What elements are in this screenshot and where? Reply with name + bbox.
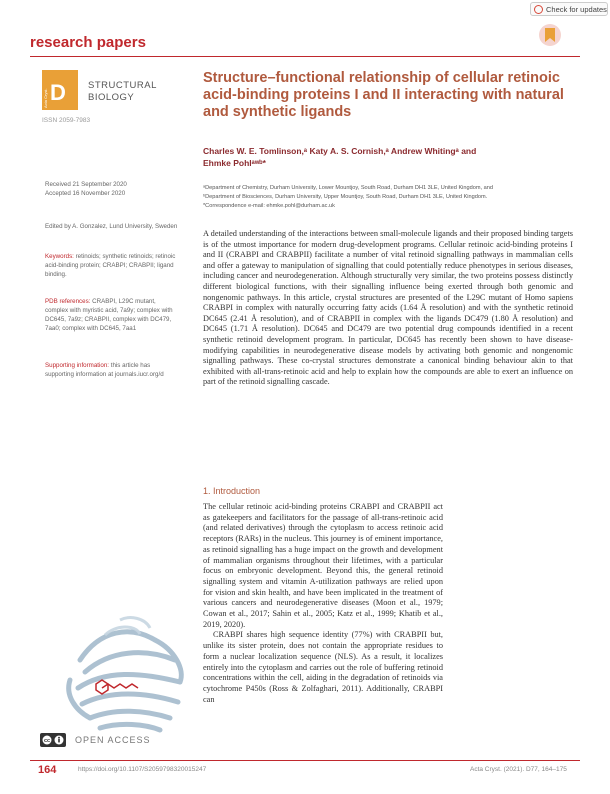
affiliations bbox=[203, 184, 583, 211]
journal-name-line2: BIOLOGY bbox=[88, 92, 135, 103]
authors-line2: Ehmke Pohlᵃʷᵇ* bbox=[203, 158, 266, 168]
pdb-text[interactable]: CRABPI, L29C mutant, complex with myristic acid, 7a9y; complex with DC645, 7a9z; CRABPII, complex with DC479, 7aa0; complex with DC645, 7aa1 bbox=[45, 298, 173, 332]
received-date: Received 21 September 2020 bbox=[45, 181, 127, 188]
journal-logo bbox=[42, 70, 78, 110]
article-title: Structure–functional relationship of cellular retinoic acid-binding proteins I and II interacting with natural and synthetic ligands bbox=[203, 70, 564, 120]
doi-link[interactable]: https://doi.org/10.1107/S2059798320015247 bbox=[78, 766, 207, 773]
protein-structure-figure bbox=[60, 610, 200, 740]
article-dates bbox=[45, 180, 180, 198]
section-title: research papers bbox=[30, 34, 146, 51]
intro-heading: 1. Introduction bbox=[203, 486, 261, 496]
bookmark-icon[interactable] bbox=[538, 22, 562, 48]
intro-body bbox=[203, 502, 443, 705]
editor-note: Edited by A. Gonzalez, Lund University, Sweden bbox=[45, 223, 178, 230]
issn: ISSN 2059-7983 bbox=[42, 117, 91, 124]
authors bbox=[203, 145, 573, 169]
footer-rule bbox=[30, 760, 580, 761]
keywords-label: Keywords: bbox=[45, 253, 74, 260]
affiliation-a: ᵃDepartment of Chemistry, Durham University, Lower Mountjoy, South Road, Durham DH1 3LE, United Kingdom, and bbox=[203, 185, 493, 191]
cc-by-icon bbox=[40, 733, 66, 747]
check-for-updates-label: Check for updates bbox=[546, 4, 607, 14]
supporting-text[interactable]: this article has supporting information at journals.iucr.org/d bbox=[45, 362, 164, 378]
authors-line1: Charles W. E. Tomlinson,ᵃ Katy A. S. Cornish,ᵃ Andrew Whitingᵃ and bbox=[203, 146, 477, 156]
intro-paragraph: The cellular retinoic acid-binding proteins CRABPI and CRABPII act as gatekeepers and facilitators for the passage of all-trans-retinoic acid (and related derivatives) through the cytoplasm to access retinoic acid receptors (RARs) in the nucleus. This journey is of eminent importance, as retinoid signalling has a huge impact on the growth and development of mammalian organisms throughout their lifetimes, with a particular focus on embryonic development. Beyond this, the general retinoid signalling system and vitamin A-utilization pathways are relied upon for vision and skin health, and have been implicated in the treatment of various cancers and neurodegenerative diseases (Moon et al., 1979; Cowan et al., 2017; Sahin et al., 2005; Katz et al., 1999; Khatib et al., 2019, 2020). bbox=[203, 502, 443, 629]
open-access-label: OPEN ACCESS bbox=[75, 735, 151, 745]
affiliation-b: ᵇDepartment of Biosciences, Durham University, Upper Mountjoy, South Road, Durham DH1 3LE, United Kingdom. bbox=[203, 194, 488, 200]
update-icon bbox=[534, 5, 543, 14]
supporting-information bbox=[45, 361, 180, 379]
correspondence-email[interactable]: *Correspondence e-mail: ehmke.pohl@durham.ac.uk bbox=[203, 203, 335, 209]
accepted-date: Accepted 16 November 2020 bbox=[45, 190, 126, 197]
pdb-references bbox=[45, 297, 180, 333]
header-rule bbox=[30, 56, 580, 57]
check-for-updates-button[interactable] bbox=[530, 2, 608, 16]
pdb-label: PDB references: bbox=[45, 298, 91, 305]
page-number: 164 bbox=[38, 764, 57, 776]
journal-name-line1: STRUCTURAL bbox=[88, 80, 157, 91]
journal-logo-side-text: Acta Cryst. bbox=[43, 88, 48, 108]
svg-text:cc: cc bbox=[43, 738, 51, 745]
supporting-label: Supporting information: bbox=[45, 362, 109, 369]
intro-paragraph: CRABPI shares high sequence identity (77%) with CRABPII but, unlike its sister protein, does not contain the appropriate residues to form a nuclear localization sequence (NLS). As a result, it localizes entirely into the cytoplasm and carries out the role of buffering retinoid concentrations within the cell, aiding in the degradation of retinoids via cytochrome P450s (Ross & Zolfaghari, 2011). Additionally, CRABPI can bbox=[203, 630, 443, 704]
journal-logo-letter: D bbox=[50, 80, 66, 105]
journal-name bbox=[88, 80, 157, 104]
citation: Acta Cryst. (2021). D77, 164–175 bbox=[470, 766, 567, 773]
keywords bbox=[45, 252, 180, 279]
abstract: A detailed understanding of the interactions between small-molecule ligands and their proposed binding targets is of the utmost importance for modern drug-development programs. Cellular retinoic acid-binding proteins I and II (CRABPI and CRABPII) facilitate a number of vital retinoid signalling pathways in mammalian cells and offer a gateway to manipulation of signalling that could potentially reduce phenotypes in serious diseases, including cancer and neurodegeneration. Although structurally very similar, the two proteins possess distinctly different biological functions, with their signalling influence being exerted through both genomic and nongenomic pathways. In this article, crystal structures are presented of the L29C mutant of Homo sapiens CRABPI in complex with naturally occurring fatty acids (1.64 Å resolution) and with the synthetic retinoid DC645 (2.41 Å resolution), and of CRABPII in complex with the ligands DC479 (1.80 Å resolution) and DC645 (1.71 Å resolution). DC645 and DC479 are two potential drug compounds identified in a recent synthetic retinoid development program. In particular, DC645 has recently been shown to have disease-modifying capabilities in neurodegenerative disease models by activating both genomic and nongenomic signalling pathways. These co-crystal structures demonstrate a canonical binding behaviour akin to that exhibited with all-trans-retinoic acid and help to explain how the compounds are able to exert an influence on part of the retinoid signalling cascade. bbox=[203, 229, 573, 387]
keywords-text: retinoids; synthetic retinoids; retinoic acid-binding protein; CRABPI; CRABPII; ligand binding. bbox=[45, 253, 176, 278]
